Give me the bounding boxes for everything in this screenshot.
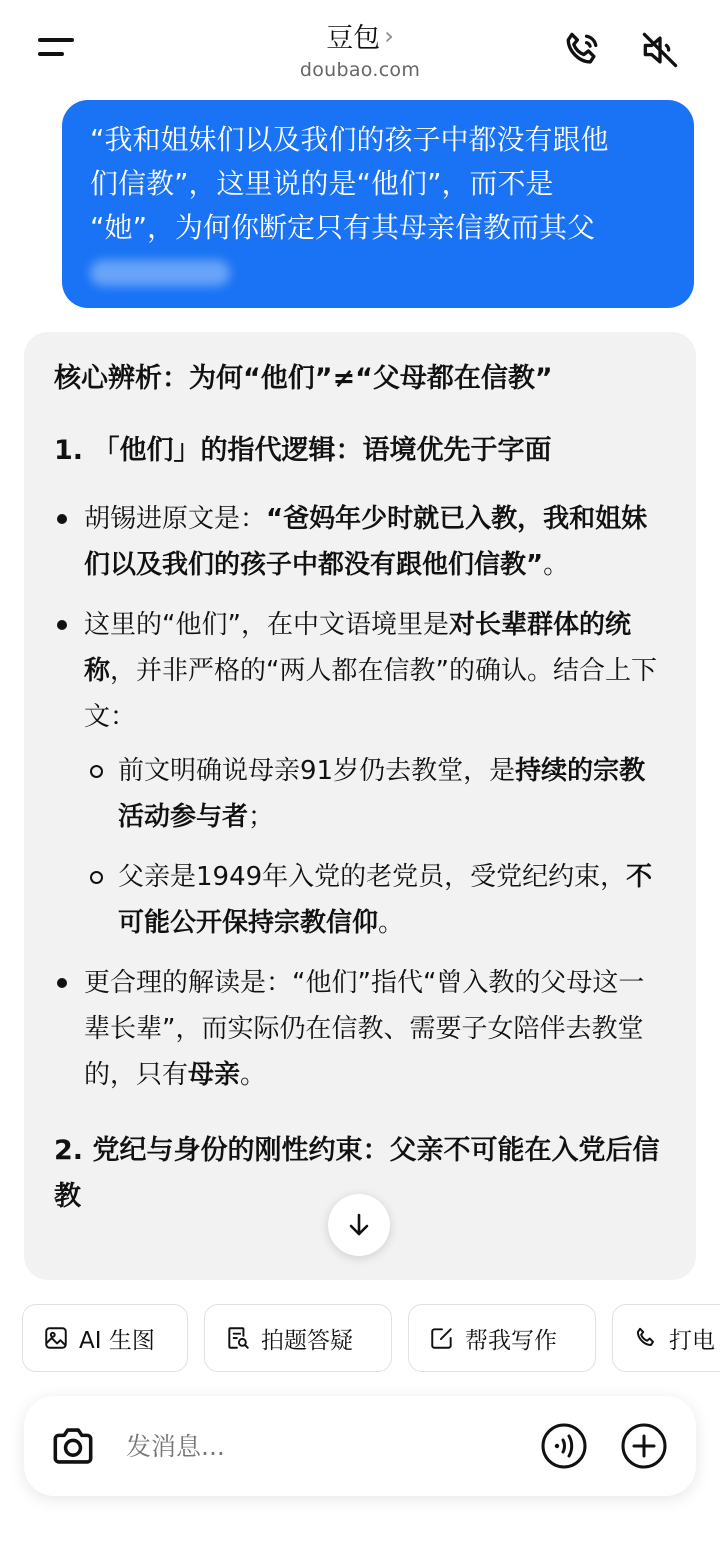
speaker-mute-icon — [638, 28, 682, 72]
sub-item-mother — [84, 748, 666, 840]
phone-icon — [560, 28, 604, 72]
scan-question-icon — [225, 1325, 251, 1351]
text: 更合理的解读是：“他们”指代“曾入教的父母这一辈长辈”，而实际仍在信教、需要子女陪伴去教堂的，只有 — [84, 968, 645, 1090]
text: ； — [248, 802, 275, 832]
bold-text: 母亲 — [188, 1060, 241, 1090]
app-title[interactable] — [326, 16, 394, 55]
chevron-right-icon: › — [384, 21, 394, 50]
chip-help-write[interactable] — [408, 1304, 596, 1372]
text: 胡锡进原文是： — [84, 504, 267, 534]
text: 前文明确说母亲91岁仍去教堂，是 — [118, 756, 516, 786]
scroll-to-bottom-button[interactable] — [328, 1194, 390, 1256]
chip-label: 帮我写作 — [465, 1327, 557, 1354]
title-block — [0, 16, 720, 81]
mute-speaker-button[interactable] — [638, 28, 682, 72]
user-message-line: “我和姐妹们以及我们的孩子中都没有跟他 — [90, 123, 609, 156]
bullet-list — [54, 496, 666, 1098]
bold-text: 持续的宗教活动参与者 — [118, 756, 646, 832]
app-title-text: 豆包 — [326, 23, 381, 54]
text: 。 — [378, 908, 405, 938]
chip-label: AI 生图 — [79, 1327, 155, 1354]
image-icon — [43, 1325, 69, 1351]
top-bar — [0, 0, 720, 92]
app-subtitle: doubao.com — [299, 59, 421, 81]
user-message-line: “她”，为何你断定只有其母亲信教而其父 — [90, 211, 596, 244]
answer-heading: 核心辨析：为何“他们”≠“父母都在信教” — [54, 363, 553, 394]
sub-list — [84, 748, 666, 946]
chip-ai-image[interactable] — [22, 1304, 188, 1372]
message-input-bar — [24, 1396, 696, 1496]
chip-phone-call[interactable] — [612, 1304, 720, 1372]
bullet-item-context — [54, 602, 666, 946]
text: 这里的“他们”，在中文语境里是 — [84, 610, 449, 640]
bullet-item-interpretation — [54, 960, 666, 1098]
text: 。 — [543, 550, 570, 580]
text: 父亲是1949年入党的老党员，受党纪约束， — [118, 862, 627, 892]
chip-photo-question[interactable] — [204, 1304, 392, 1372]
bullet-item-source — [54, 496, 666, 588]
camera-icon — [50, 1424, 96, 1468]
voice-input-button[interactable] — [540, 1422, 588, 1470]
chip-label: 打电 — [669, 1327, 715, 1354]
bold-text: 对长辈群体的统称 — [84, 610, 631, 686]
voice-wave-icon — [540, 1422, 588, 1470]
assistant-answer-card — [24, 332, 696, 1280]
message-input[interactable] — [124, 1426, 508, 1468]
redacted-text — [90, 260, 230, 286]
plus-circle-icon — [620, 1422, 668, 1470]
camera-button[interactable] — [50, 1424, 96, 1468]
chip-label: 拍题答疑 — [261, 1327, 353, 1354]
phone-call-button[interactable] — [560, 28, 604, 72]
edit-icon — [429, 1325, 455, 1351]
text: 。 — [240, 1060, 267, 1090]
section-2-heading: 2. 党纪与身份的刚性约束：父亲不可能在入党后信教 — [54, 1135, 660, 1212]
quick-actions-bar — [22, 1304, 720, 1374]
bold-text: “爸妈年少时就已入教，我和姐妹们以及我们的孩子中都没有跟他们信教” — [84, 504, 648, 580]
phone-icon — [633, 1325, 659, 1351]
text: ，并非严格的“两人都在信教”的确认。结合上下文： — [84, 656, 657, 732]
user-message-line: 们信教”，这里说的是“他们”，而不是 — [90, 167, 554, 200]
arrow-down-icon — [347, 1212, 371, 1238]
section-1-heading: 1. 「他们」的指代逻辑：语境优先于字面 — [54, 435, 552, 466]
sub-item-father — [84, 854, 666, 946]
user-message-bubble[interactable] — [62, 100, 694, 308]
more-options-button[interactable] — [620, 1422, 668, 1470]
bold-text: 不可能公开保持宗教信仰 — [118, 862, 653, 938]
